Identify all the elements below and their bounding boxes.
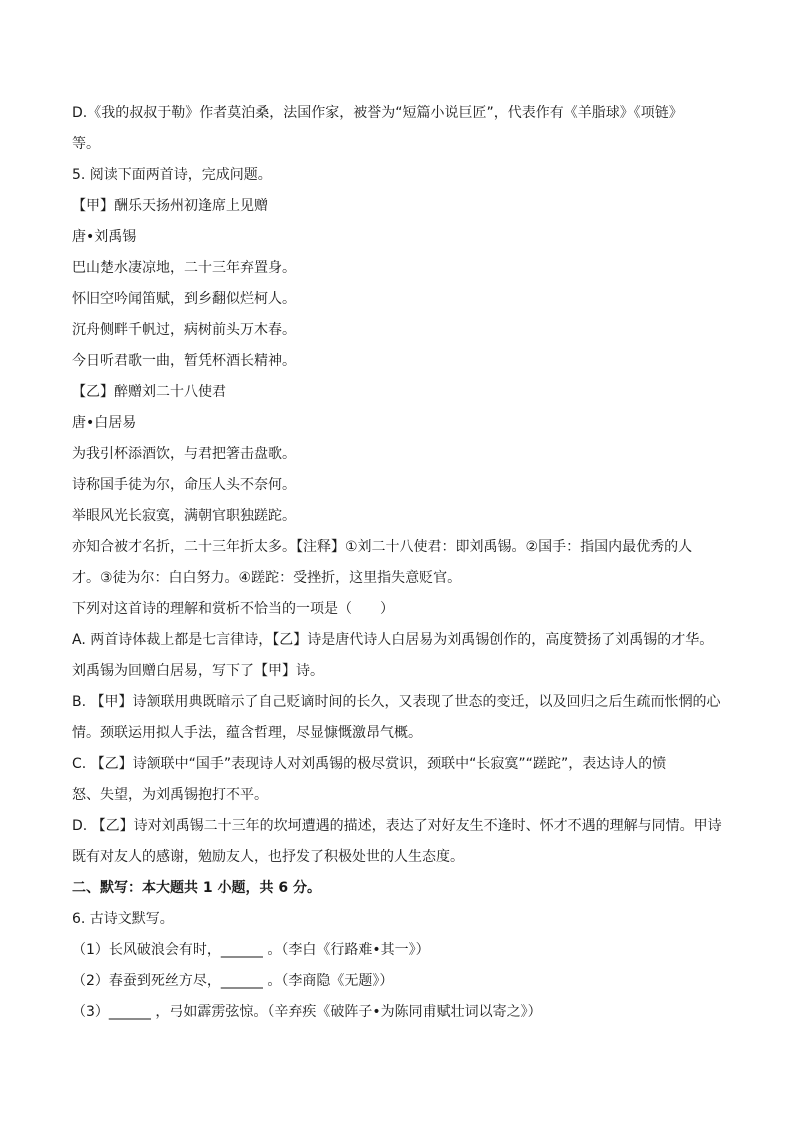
q5-option-b-line-2: 情。颈联运用拟人手法，蕴含哲理，尽显慷慨激昂气概。 — [72, 725, 422, 741]
poem-b-note-continued: 才。③徒为尔：白白努力。④蹉跎：受挫折，这里指失意贬官。 — [72, 570, 462, 586]
q5-option-c-line-1: C. 【乙】诗颔联中“国手”表现诗人对刘禹锡的极尽赏识，颈联中“长寂寞”“蹉跎”，表达诗人的愤 — [72, 756, 667, 772]
q5-option-b-line-1: B. 【甲】诗颔联用典既暗示了自己贬谪时间的长久，又表现了世态的变迁，以及回归之后生疏而怅惘的心 — [72, 694, 721, 710]
q6-stem: 6. 古诗文默写。 — [72, 911, 174, 927]
poem-a-author: 唐•刘禹锡 — [72, 229, 137, 245]
q5-option-d-line-1: D. 【乙】诗对刘禹锡二十三年的坎坷遭遇的描述，表达了对好友生不逢时、怀才不遇的理解与同情。甲诗 — [72, 818, 722, 834]
q6-item-1: （1）长风破浪会有时，______ 。（李白《行路难•其一》） — [72, 942, 430, 958]
q5-option-a-line-1: A. 两首诗体裁上都是七言律诗，【乙】诗是唐代诗人白居易为刘禹锡创作的，高度赞扬了刘禹锡的才华。 — [72, 632, 714, 648]
q5-option-c-line-2: 怒、失望，为刘禹锡抱打不平。 — [72, 787, 268, 803]
poem-a-line: 沉舟侧畔千帆过，病树前头万木春。 — [72, 322, 296, 338]
q5-option-a-line-2: 刘禹锡为回赠白居易，写下了【甲】诗。 — [72, 663, 324, 679]
poem-b-last-line-and-note: 亦知合被才名折，二十三年折太多。【注释】①刘二十八使君：即刘禹锡。②国手：指国内最优秀的人 — [72, 539, 693, 555]
poem-b-author: 唐•白居易 — [72, 415, 137, 431]
section-2-heading: 二、默写：本大题共 1 小题，共 6 分。 — [72, 880, 321, 896]
poem-b-line: 举眼风光长寂寞，满朝官职独蹉跎。 — [72, 508, 296, 524]
poem-b-line: 为我引杯添酒饮，与君把箸击盘歌。 — [72, 446, 296, 462]
q6-item-2: （2）春蚕到死丝方尽，______ 。（李商隐《无题》） — [72, 973, 394, 989]
document-page — [72, 98, 724, 1028]
q5-option-d-line-2: 既有对友人的感谢，勉励友人，也抒发了积极处世的人生态度。 — [72, 849, 464, 865]
q5-stem: 5. 阅读下面两首诗，完成问题。 — [72, 167, 272, 183]
q4-option-d-line-2: 等。 — [72, 136, 100, 152]
q6-item-3: （3）______ ，弓如霹雳弦惊。（辛弃疾《破阵子•为陈同甫赋壮词以寄之》） — [72, 1004, 542, 1020]
q4-option-d-line-1: D.《我的叔叔于勒》作者莫泊桑，法国作家，被誉为“短篇小说巨匠”，代表作有《羊脂球》《项链》 — [72, 105, 683, 121]
poem-a-line: 怀旧空吟闻笛赋，到乡翻似烂柯人。 — [72, 291, 296, 307]
poem-a-line: 巴山楚水凄凉地，二十三年弃置身。 — [72, 260, 296, 276]
poem-b-title: 【乙】醉赠刘二十八使君 — [72, 384, 226, 400]
poem-b-line: 诗称国手徒为尔，命压人头不奈何。 — [72, 477, 296, 493]
poem-a-line: 今日听君歌一曲，暂凭杯酒长精神。 — [72, 353, 296, 369]
q5-question: 下列对这首诗的理解和赏析不恰当的一项是（ ） — [72, 601, 394, 617]
poem-a-title: 【甲】酬乐天扬州初逢席上见赠 — [72, 198, 268, 214]
